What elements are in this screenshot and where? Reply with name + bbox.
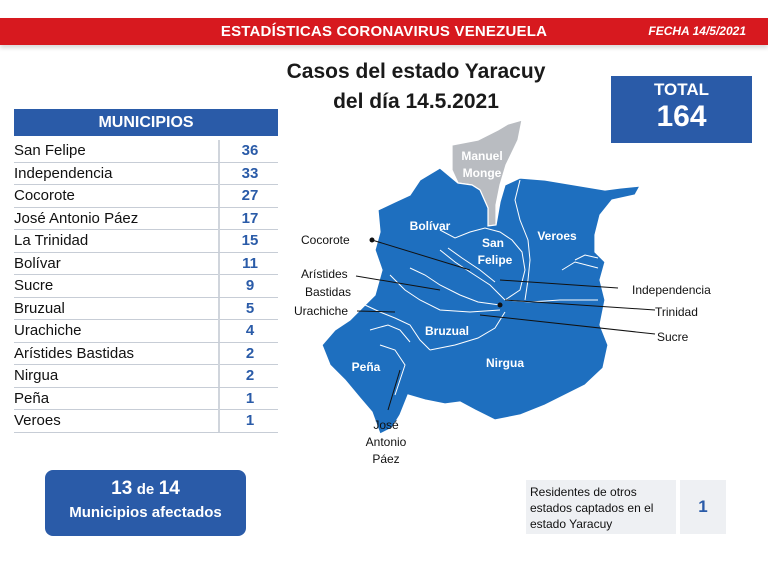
trinidad-marker: [498, 303, 503, 308]
row-value: 9: [218, 275, 280, 297]
page-title-line2: del día 14.5.2021: [333, 90, 499, 113]
row-name: Independencia: [14, 164, 113, 182]
label-jose-2: Antonio: [365, 435, 407, 449]
label-nirgua: Nirgua: [485, 356, 525, 370]
row-name: Urachiche: [14, 322, 82, 339]
row-value: 36: [218, 140, 280, 162]
row-value: 33: [218, 163, 280, 185]
label-veroes: Veroes: [537, 229, 577, 243]
row-name: Sucre: [14, 277, 54, 294]
label-trinidad: Trinidad: [655, 305, 698, 319]
label-urachiche: Urachiche: [294, 304, 349, 318]
label-san-felipe-2: Felipe: [477, 253, 513, 267]
label-aristides-1: Arístides: [301, 267, 348, 281]
row-name: San Felipe: [14, 142, 86, 159]
header-title: ESTADÍSTICAS CORONAVIRUS VENEZUELA: [220, 23, 548, 40]
row-name: José Antonio Páez: [14, 209, 139, 227]
row-name: Bruzual: [14, 299, 65, 317]
residents-value: 1: [680, 480, 726, 534]
row-name: Bolívar: [14, 254, 61, 272]
municipios-header: MUNICIPIOS: [14, 109, 278, 136]
row-name: Arístides Bastidas: [14, 344, 135, 362]
affected-count-value: 13: [111, 478, 133, 499]
row-name: Peña: [14, 389, 50, 407]
row-value: 2: [218, 365, 280, 387]
label-manuel-monge-1: Manuel: [461, 149, 503, 163]
row-value: 11: [218, 253, 280, 275]
page-title-line1: Casos del estado Yaracuy: [286, 60, 546, 83]
residents-line3: estado Yaracuy: [530, 517, 613, 531]
total-value: 164: [656, 100, 707, 133]
label-bolivar: Bolívar: [409, 219, 451, 233]
label-pena: Peña: [351, 360, 381, 374]
row-value: 5: [218, 298, 280, 320]
label-aristides-2: Bastidas: [305, 285, 352, 299]
row-value: 1: [218, 388, 280, 410]
residents-line1: Residentes de otros: [530, 485, 637, 499]
row-value: 27: [218, 185, 280, 207]
label-bruzual: Bruzual: [424, 324, 470, 338]
label-san-felipe-1: San: [481, 236, 505, 250]
row-name: La Trinidad: [14, 232, 89, 249]
residents-line2: estados captados en el: [530, 501, 654, 515]
label-sucre: Sucre: [657, 330, 689, 344]
label-jose-1: José: [373, 418, 399, 432]
affected-of-word: de: [136, 481, 155, 498]
affected-total-value: 14: [158, 478, 180, 499]
cocorote-marker: [370, 238, 375, 243]
row-value: 1: [218, 410, 280, 432]
row-name: Veroes: [14, 412, 61, 429]
row-value: 4: [218, 320, 280, 342]
label-jose-3: Páez: [372, 452, 400, 466]
row-value: 15: [218, 230, 280, 252]
row-name: Cocorote: [14, 187, 75, 204]
label-manuel-monge-2: Monge: [462, 166, 502, 180]
label-cocorote: Cocorote: [301, 233, 350, 247]
header-date: FECHA 14/5/2021: [648, 24, 746, 38]
region-yaracuy: [322, 168, 640, 434]
row-name: Nirgua: [14, 367, 59, 384]
total-label: TOTAL: [653, 80, 710, 99]
affected-label: Municipios afectados: [69, 504, 222, 521]
label-independencia: Independencia: [632, 283, 711, 297]
row-value: 2: [218, 343, 280, 365]
row-value: 17: [218, 208, 280, 230]
